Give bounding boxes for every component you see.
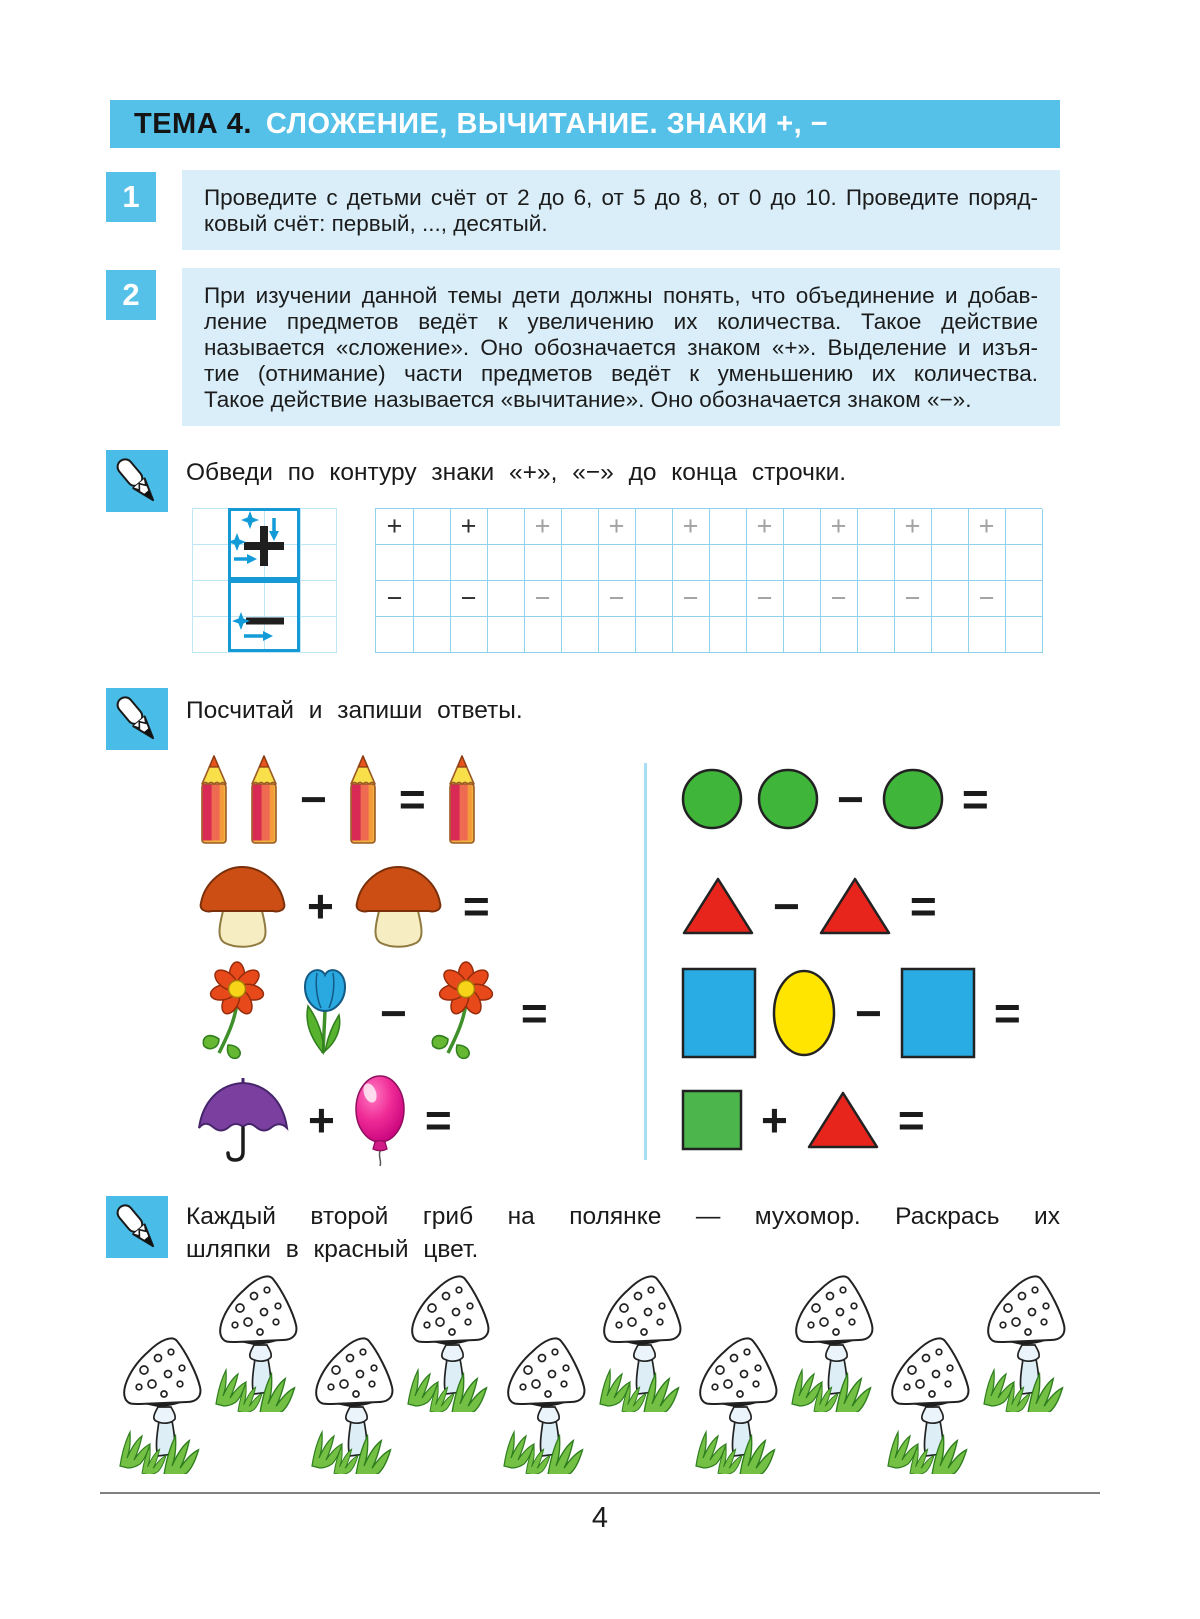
count-exercise-row xyxy=(680,745,1080,852)
red-triangle-shape xyxy=(680,875,756,937)
trace-cell xyxy=(487,617,525,653)
pencil-shape xyxy=(195,750,233,848)
minus-trace-symbol: − xyxy=(904,583,921,613)
meadow-mushroom xyxy=(304,1324,408,1474)
trace-cell xyxy=(968,581,1006,617)
trace-cell xyxy=(820,617,858,653)
minus-trace-symbol: − xyxy=(386,583,403,613)
trace-cell xyxy=(561,581,599,617)
trace-cell xyxy=(376,509,414,545)
trace-cell xyxy=(857,581,895,617)
trace-cell xyxy=(487,509,525,545)
minus-sign: − xyxy=(773,879,800,932)
meadow-mushroom xyxy=(112,1324,216,1474)
red-triangle-image xyxy=(680,875,756,937)
meadow-mushroom xyxy=(400,1262,504,1412)
minus-trace-symbol: − xyxy=(830,583,847,613)
pencil-shape xyxy=(245,750,283,848)
trace-cell xyxy=(894,617,932,653)
trace-cell xyxy=(709,509,747,545)
trace-cell xyxy=(746,617,784,653)
plus-trace-symbol: + xyxy=(534,511,551,541)
blue-rectangle-image xyxy=(899,966,977,1060)
umbrella-image xyxy=(195,1076,291,1164)
trace-model xyxy=(192,508,340,656)
right-arrow-icon xyxy=(247,554,257,564)
green-circle-shape xyxy=(680,767,744,831)
minus-trace-symbol: − xyxy=(534,583,551,613)
star-icon xyxy=(228,533,246,551)
right-arrow-icon xyxy=(263,631,273,641)
trace-cell xyxy=(968,545,1006,581)
umbrella-shape xyxy=(195,1076,291,1164)
trace-cell xyxy=(746,509,784,545)
fly-agaric-image xyxy=(112,1324,216,1474)
fly-agaric-image xyxy=(784,1262,888,1412)
trace-cell xyxy=(820,545,858,581)
pencil-icon xyxy=(106,1196,168,1258)
plus-sign: + xyxy=(308,1093,335,1146)
teacher-note-2 xyxy=(106,268,1060,426)
trace-cell xyxy=(635,617,673,653)
fly-agaric-image xyxy=(208,1262,312,1412)
star-icon xyxy=(232,612,250,630)
fly-agaric-image xyxy=(592,1262,696,1412)
trace-cell xyxy=(672,617,710,653)
minus-sign: − xyxy=(855,986,882,1039)
count-exercise-row xyxy=(680,959,1080,1066)
trace-instruction: Обведи по контуру знаки «+», «−» до конца строчки. xyxy=(186,459,847,486)
trace-cell xyxy=(376,545,414,581)
trace-cell xyxy=(635,509,673,545)
topic-header xyxy=(110,100,1060,148)
trace-cell xyxy=(1005,617,1043,653)
mushroom-meadow xyxy=(112,1262,1102,1480)
plus-trace-symbol: + xyxy=(608,511,625,541)
blue-rect-shape xyxy=(899,966,977,1060)
pencil-image xyxy=(195,750,233,848)
trace-cell xyxy=(968,617,1006,653)
minus-trace-symbol: − xyxy=(756,583,773,613)
balloon-image xyxy=(352,1073,408,1167)
red-triangle-shape xyxy=(805,1089,881,1151)
equals-sign: = xyxy=(961,772,989,825)
trace-cell xyxy=(487,581,525,617)
minus-sign: − xyxy=(300,772,327,825)
mushroom-image xyxy=(351,863,446,949)
equals-sign: = xyxy=(520,986,548,1039)
red-triangle-shape xyxy=(817,875,893,937)
text-line: Такое действие называется «вычитание». Оно обозначается знаком «−». xyxy=(204,387,972,412)
trace-cell xyxy=(450,545,488,581)
trace-cell xyxy=(783,617,821,653)
trace-cell xyxy=(894,509,932,545)
plus-trace-symbol: + xyxy=(830,511,847,541)
topic-number: ТЕМА 4. xyxy=(134,107,252,140)
balloon-shape xyxy=(352,1073,408,1167)
trace-cell xyxy=(709,581,747,617)
minus-trace-symbol: − xyxy=(682,583,699,613)
flower-shape xyxy=(195,961,275,1065)
trace-cell xyxy=(709,545,747,581)
plus-trace-symbol: + xyxy=(386,511,403,541)
minus-sign: − xyxy=(837,772,864,825)
count-exercise-row xyxy=(195,959,635,1066)
trace-cell xyxy=(931,509,969,545)
star-icon xyxy=(241,511,259,529)
blue-rect-shape xyxy=(680,966,758,1060)
trace-cell xyxy=(598,617,636,653)
minus-sign: − xyxy=(380,986,407,1039)
trace-cell xyxy=(450,581,488,617)
mushroom-shape xyxy=(195,863,290,949)
trace-cell xyxy=(376,581,414,617)
trace-cell xyxy=(598,509,636,545)
red-triangle-image xyxy=(817,875,893,937)
note-1-text xyxy=(182,170,1060,250)
flower-shape xyxy=(424,961,504,1065)
trace-cell xyxy=(524,545,562,581)
pencil-shape xyxy=(443,750,481,848)
teacher-note-1 xyxy=(106,170,1060,250)
trace-cell xyxy=(931,545,969,581)
flower-image xyxy=(195,961,275,1065)
equals-sign: = xyxy=(462,879,490,932)
trace-cell xyxy=(746,545,784,581)
pencil-shape xyxy=(344,750,382,848)
meadow-mushroom xyxy=(592,1262,696,1412)
green-circle-shape xyxy=(756,767,820,831)
trace-cell xyxy=(857,509,895,545)
trace-cell xyxy=(598,545,636,581)
meadow-mushroom xyxy=(784,1262,888,1412)
trace-cell xyxy=(709,617,747,653)
minus-trace-symbol: − xyxy=(460,583,477,613)
count-exercise-row xyxy=(680,1066,1080,1173)
fly-agaric-image xyxy=(880,1324,984,1474)
tulip-image xyxy=(287,961,363,1065)
count-exercise-row xyxy=(195,1066,635,1173)
text-line: шляпки в красный цвет. xyxy=(186,1236,479,1263)
trace-cell xyxy=(413,545,451,581)
mushroom-shape xyxy=(351,863,446,949)
trace-cell xyxy=(1005,581,1043,617)
trace-cell xyxy=(672,545,710,581)
green-square-image xyxy=(680,1088,744,1152)
trace-cell xyxy=(561,509,599,545)
column-divider xyxy=(644,763,647,1160)
trace-cell xyxy=(561,617,599,653)
green-circle-image xyxy=(881,767,945,831)
trace-cell xyxy=(487,545,525,581)
topic-title: СЛОЖЕНИЕ, ВЫЧИТАНИЕ. ЗНАКИ +, − xyxy=(265,107,829,140)
meadow-mushroom xyxy=(976,1262,1080,1412)
trace-cell xyxy=(450,617,488,653)
green-circle-image xyxy=(756,767,820,831)
yellow-oval-image xyxy=(770,967,838,1059)
pencil-task-icon xyxy=(106,450,168,512)
trace-cell xyxy=(820,581,858,617)
count-instruction: Посчитай и запиши ответы. xyxy=(186,697,523,724)
tulip-shape xyxy=(287,961,363,1065)
trace-cell xyxy=(1005,545,1043,581)
count-exercise-row xyxy=(680,852,1080,959)
count-exercise-row xyxy=(195,745,635,852)
fly-agaric-image xyxy=(304,1324,408,1474)
trace-cell xyxy=(635,581,673,617)
minus-trace-symbol: − xyxy=(978,583,995,613)
red-triangle-image xyxy=(805,1089,881,1151)
trace-cell xyxy=(524,581,562,617)
trace-cell xyxy=(413,617,451,653)
trace-cell xyxy=(783,545,821,581)
plus-sign: + xyxy=(761,1093,788,1146)
trace-cell xyxy=(376,617,414,653)
minus-trace-symbol: − xyxy=(608,583,625,613)
text-line: называется «сложение». Оно обозначается знаком «+». Выделение и изъя- xyxy=(204,335,1038,360)
trace-cell xyxy=(598,581,636,617)
pencil-image xyxy=(443,750,481,848)
meadow-mushroom xyxy=(208,1262,312,1412)
equals-sign: = xyxy=(909,879,937,932)
trace-cell xyxy=(672,509,710,545)
fly-agaric-image xyxy=(400,1262,504,1412)
text-line: тие (отнимание) части предметов ведёт к уменьшению их количества. xyxy=(204,361,1038,386)
pencil-task-icon xyxy=(106,688,168,750)
meadow-mushroom xyxy=(688,1324,792,1474)
note-2-text xyxy=(182,268,1060,426)
trace-cell xyxy=(894,581,932,617)
note-1-number-badge: 1 xyxy=(106,172,156,222)
green-square-shape xyxy=(680,1088,744,1152)
mushroom-image xyxy=(195,863,290,949)
green-circle-image xyxy=(680,767,744,831)
trace-cell xyxy=(672,581,710,617)
text-line: Каждый второй гриб на полянке — мухомор. Раскрась их xyxy=(186,1203,1060,1230)
equals-sign: = xyxy=(993,986,1021,1039)
plus-trace-symbol: + xyxy=(460,511,477,541)
note-2-number-badge: 2 xyxy=(106,270,156,320)
trace-cell xyxy=(413,581,451,617)
pencil-icon xyxy=(106,688,168,750)
stroke-order-diagram xyxy=(192,508,340,656)
trace-cell xyxy=(524,617,562,653)
trace-cell xyxy=(931,617,969,653)
trace-cell xyxy=(413,509,451,545)
equals-sign: = xyxy=(424,1093,452,1146)
text-line: ковый счёт: первый, ..., десятый. xyxy=(204,211,548,236)
equals-sign: = xyxy=(897,1093,925,1146)
trace-cell xyxy=(783,509,821,545)
text-line: ление предметов ведёт к увеличению их количества. Такое действие xyxy=(204,309,1038,334)
pencil-task-icon xyxy=(106,1196,168,1258)
pencil-icon xyxy=(106,450,168,512)
count-exercises xyxy=(0,745,1200,1173)
flower-image xyxy=(424,961,504,1065)
fly-agaric-image xyxy=(496,1324,600,1474)
fly-agaric-image xyxy=(976,1262,1080,1412)
trace-cell xyxy=(561,545,599,581)
blue-rectangle-image xyxy=(680,966,758,1060)
trace-cell xyxy=(857,617,895,653)
count-column-right xyxy=(680,745,1080,1173)
trace-cell xyxy=(931,581,969,617)
plus-sign: + xyxy=(307,879,334,932)
plus-trace-symbol: + xyxy=(682,511,699,541)
text-line: Проведите с детьми счёт от 2 до 6, от 5 до 8, от 0 до 10. Проведите поряд- xyxy=(204,185,1038,210)
page-number: 4 xyxy=(591,1502,609,1534)
plus-trace-symbol: + xyxy=(756,511,773,541)
mushroom-instruction xyxy=(186,1200,1060,1266)
trace-cell xyxy=(746,581,784,617)
count-exercise-row xyxy=(195,852,635,959)
count-column-left xyxy=(195,745,635,1173)
trace-practice-grid xyxy=(375,508,1042,653)
footer-rule xyxy=(100,1492,1100,1494)
plus-trace-symbol: + xyxy=(978,511,995,541)
trace-cell xyxy=(968,509,1006,545)
plus-trace-symbol: + xyxy=(904,511,921,541)
green-circle-shape xyxy=(881,767,945,831)
trace-cell xyxy=(450,509,488,545)
yellow-oval-shape xyxy=(770,967,838,1059)
meadow-mushroom xyxy=(496,1324,600,1474)
trace-cell xyxy=(783,581,821,617)
pencil-image xyxy=(344,750,382,848)
trace-cell xyxy=(1005,509,1043,545)
trace-cell xyxy=(894,545,932,581)
meadow-mushroom xyxy=(880,1324,984,1474)
equals-sign: = xyxy=(398,772,426,825)
text-line: При изучении данной темы дети должны понять, что объединение и добав- xyxy=(204,283,1038,308)
down-arrow-icon xyxy=(269,531,279,541)
trace-cell xyxy=(524,509,562,545)
trace-cell xyxy=(635,545,673,581)
trace-cell xyxy=(820,509,858,545)
trace-cell xyxy=(857,545,895,581)
fly-agaric-image xyxy=(688,1324,792,1474)
pencil-image xyxy=(245,750,283,848)
